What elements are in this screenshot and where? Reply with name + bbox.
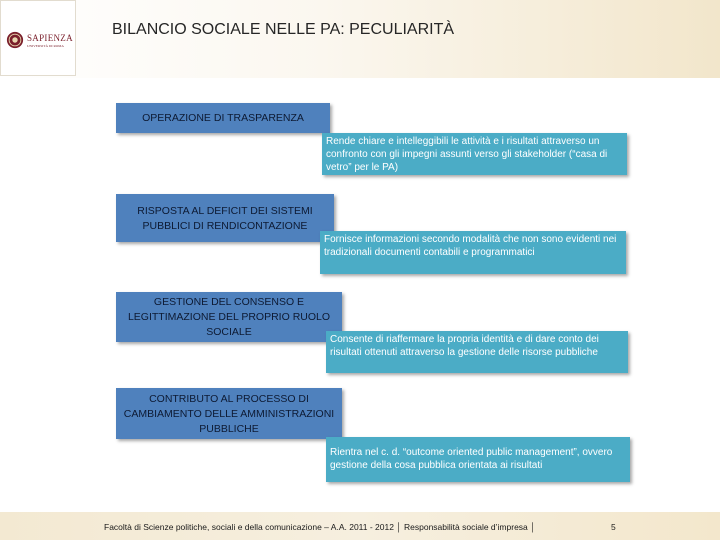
- page-number: 5: [611, 522, 616, 532]
- slide-footer: [0, 512, 720, 540]
- slide-header: [0, 0, 720, 78]
- description-text: Consente di riaffermare la propria identità e di dare conto dei risultati ottenuti attraverso la gestione delle risorse pubbliche: [330, 334, 599, 358]
- label-box-deficit: [116, 194, 334, 242]
- label-box-trasparenza: [116, 103, 330, 133]
- logo-name: SAPIENZA: [27, 33, 73, 43]
- footer-text: Facoltà di Scienze politiche, sociali e della comunicazione – A.A. 2011 - 2012 │ Responsabilità sociale d’impresa │: [104, 522, 536, 532]
- university-logo: [0, 0, 76, 76]
- description-text: Rende chiare e intelleggibili le attività e i risultati attraverso un confronto con gli impegni assunti verso gli stakeholder (“casa di vetro” per le PA): [326, 136, 608, 173]
- description-box-deficit: [320, 231, 626, 274]
- description-text: Rientra nel c. d. “outcome oriented public management”, ovvero gestione della cosa pubblica orientata ai risultati: [330, 447, 613, 471]
- label-text: CONTRIBUTO AL PROCESSO DI CAMBIAMENTO DELLE AMMINISTRAZIONI PUBBLICHE: [123, 393, 335, 435]
- label-box-cambiamento: [116, 388, 342, 439]
- label-text: GESTIONE DEL CONSENSO E LEGITTIMAZIONE DEL PROPRIO RUOLO SOCIALE: [127, 296, 331, 338]
- label-text: RISPOSTA AL DEFICIT DEI SISTEMI PUBBLICI DI RENDICONTAZIONE: [137, 205, 313, 232]
- label-text: OPERAZIONE DI TRASPARENZA: [142, 112, 304, 124]
- description-text: Fornisce informazioni secondo modalità che non sono evidenti nei tradizionali documenti contabili e programmatici: [324, 234, 617, 258]
- slide-title: BILANCIO SOCIALE NELLE PA: PECULIARITÀ: [112, 21, 455, 38]
- seal-icon: [6, 31, 24, 49]
- description-box-consenso: [326, 331, 628, 373]
- description-box-trasparenza: [322, 133, 627, 175]
- logo-subtitle: UNIVERSITÀ DI ROMA: [27, 44, 64, 48]
- label-box-consenso: [116, 292, 342, 342]
- description-box-cambiamento: [326, 437, 630, 482]
